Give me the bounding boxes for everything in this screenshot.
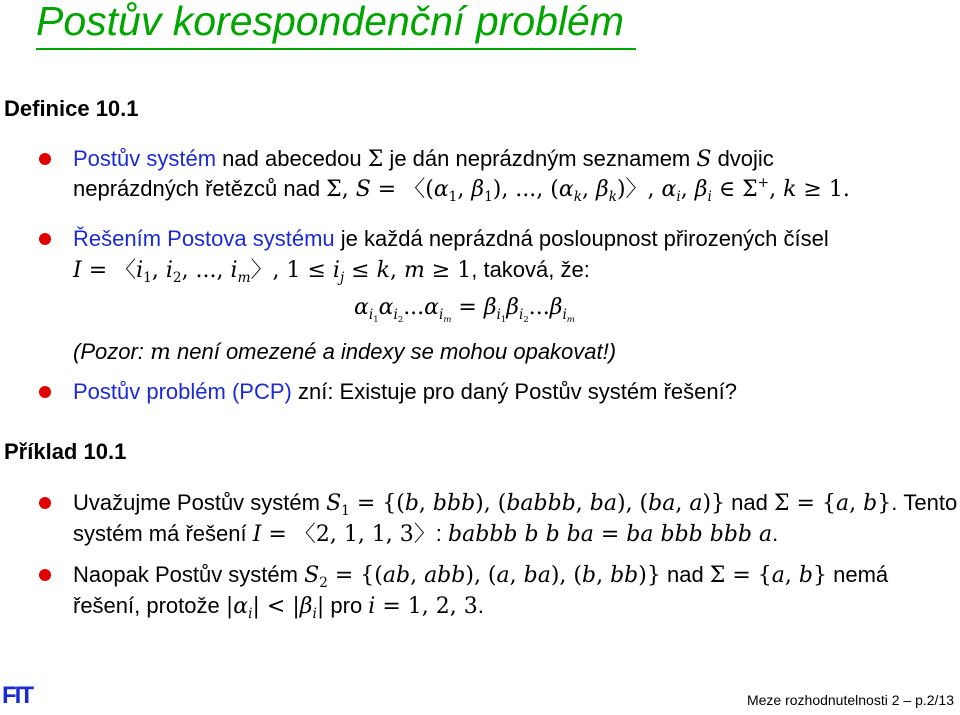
definition-item-1-line-1: Postův systém nad abecedou Σ je dán neprázdným seznamem S dvojic	[73, 146, 774, 172]
postuv-system-formula: Σ, S = 〈($\alpha_1$, $\beta_1$), ..., ($\alpha_k$, $\beta_k$)〉, $\alpha_i$, $\beta_i$ ∈ Σ+, k ≥ 1.	[326, 175, 850, 205]
definition-item-3: Postův problém (PCP) zní: Existuje pro daný Postův systém řešení?	[73, 379, 737, 404]
solution-sequence-formula: I = 〈$i_1$, $i_2$, ..., $i_m$〉, $1 \le i_j \le k$, m ≥ 1	[73, 258, 472, 286]
postuv-system-term: Postův systém	[73, 146, 217, 171]
definition-item-2-line-1: Řešením Postova systému je každá neprázdná posloupnost přirozených čísel	[73, 226, 829, 251]
page-title: Postův korespondenční problém	[36, 0, 625, 44]
example-item-1-line-2: systém má řešení I = 〈2, 1, 1, 3〉: babbb b b ba = ba bbb bbb a.	[73, 521, 779, 547]
definition-heading: Definice 10.1	[4, 96, 139, 121]
example-heading: Příklad 10.1	[4, 439, 127, 464]
footer-page-info: Meze rozhodnutelnosti 2 – p.2/13	[746, 692, 954, 708]
example-item-2-line-2: řešení, protože $|\alpha_i| < |\beta_i|$ pro i = 1, 2, 3.	[73, 593, 484, 622]
bullet-icon	[39, 386, 51, 398]
solution-equation: $\alpha_{i_1}\alpha_{i_2}...\alpha_{i_m} = \beta_{i_1}\beta_{i_2}...\beta_{i_m}$	[354, 295, 575, 324]
definition-item-1-line-2: neprázdných řetězců nad Σ, S = 〈($\alpha_1$, $\beta_1$), ..., ($\alpha_k$, $\beta_k$)〉, $\alpha_i$, $\beta_i$ ∈ Σ+, k ≥ 1.	[73, 175, 850, 205]
title-underline	[36, 48, 636, 50]
bullet-icon	[39, 233, 51, 245]
example-item-2-line-1: Naopak Postův systém $S_2 = \{(ab$, abb), (a, ba), (b, bb)} nad Σ = {a, b} nemá	[73, 562, 889, 591]
pcp-term: Postův problém (PCP)	[73, 379, 292, 404]
definition-note: (Pozor: m není omezené a indexy se mohou opakovat!)	[73, 339, 617, 365]
example-item-1-line-1: Uvažujme Postův systém $S_1 = \{(b$, bbb), (babbb, ba), (ba, a)} nad Σ = {a, b}. Tento	[73, 490, 958, 519]
fit-logo: FIT	[2, 682, 32, 709]
bullet-icon	[39, 569, 51, 581]
bullet-icon	[39, 153, 51, 165]
reseni-term: Řešením Postova systému	[73, 226, 335, 251]
bullet-icon	[39, 497, 51, 509]
definition-item-2-line-2: I = 〈$i_1$, $i_2$, ..., $i_m$〉, $1 \le i_j \le k$, m ≥ 1, taková, že:	[73, 257, 590, 286]
